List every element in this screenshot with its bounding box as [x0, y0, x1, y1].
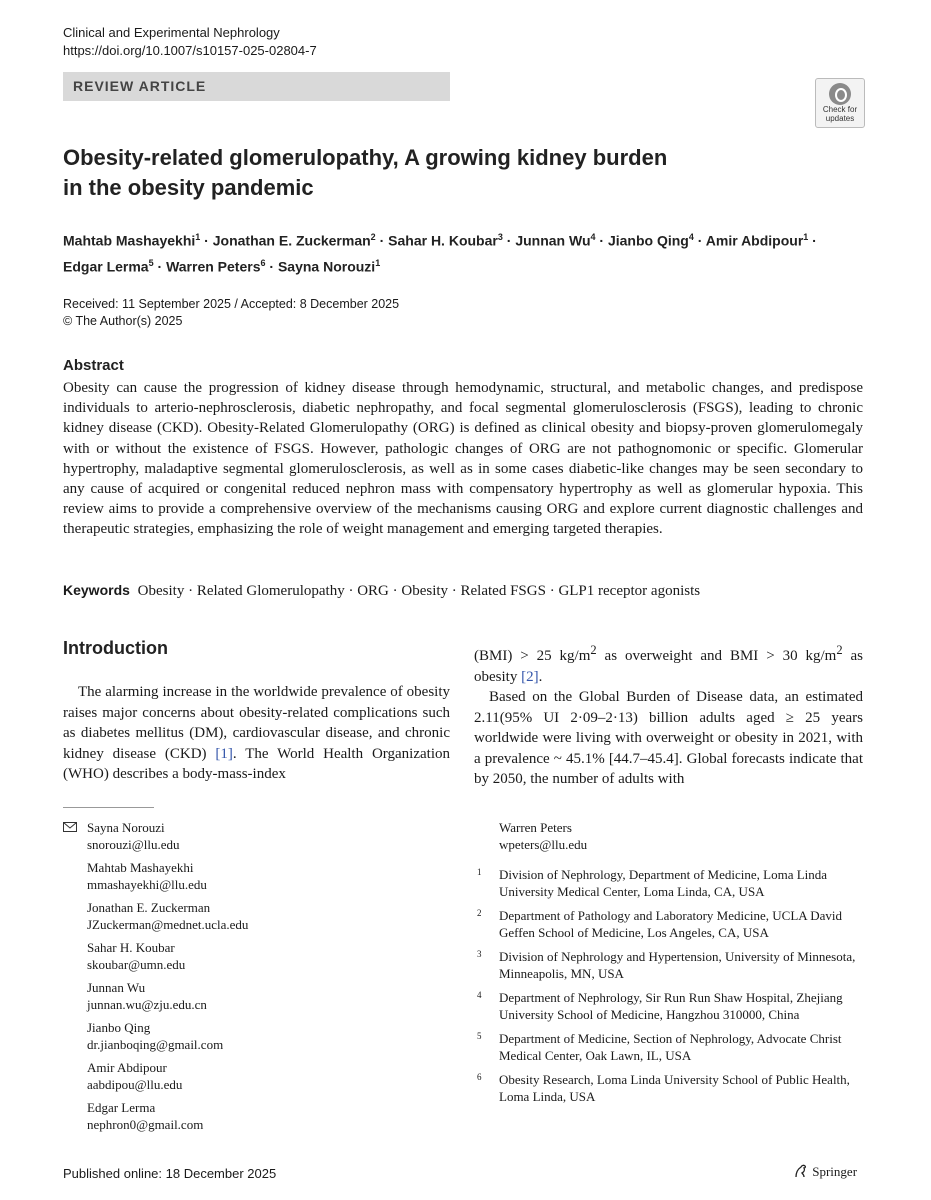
author-name[interactable]: Mahtab Mashayekhi	[63, 232, 196, 249]
contact-email[interactable]: snorouzi@llu.edu	[87, 836, 180, 852]
intro-column-1	[63, 682, 450, 785]
abstract-text: Obesity can cause the progression of kidney disease through hemodynamic, structural, and metabolic changes, and predispose individuals to arterio-nephrosclerosis, diabetic nephropathy, and focal segmental glomerulosclerosis (FSGS), leading to chronic kidney disease (CKD). Obesity-Related Glomerulopathy (ORG) is defined as clinical obesity and biopsy-proven glomerulomegaly with or without the existence of FSGS. However, pathologic changes of ORG are not pathognomonic or specific. Glomerular hypertrophy, maladaptive segmental glomerulosclerosis, as well as in some cases diabetic-like changes may be seen secondary to any cause of acquired or congenital reduced nephron mass with compensatory hypertrophy as well as glomerular hypoxia. This review aims to provide a comprehensive overview of the mechanisms causing ORG and explore current diagnostic challenges and therapeutic strategies, emphasizing the role of weight management and emerging targeted therapies.	[63, 380, 863, 538]
author-separator: ·	[153, 258, 167, 275]
intro-col2-para-2: Based on the Global Burden of Disease data, an estimated 2.11(95% UI 2·09–2·13) billion adults aged ≥ 25 years worldwide were living with overweight or obesity in 2021, with a prevalence ~ 45.1% [44.7–45.4]. Global forecasts indicate that by 2050, the number of adults with	[474, 689, 863, 787]
contact-email[interactable]: nephron0@gmail.com	[87, 1116, 204, 1132]
affiliation-number: 1	[477, 867, 482, 877]
contact-name: Mahtab Mashayekhi	[87, 860, 194, 875]
springer-logo	[793, 1164, 857, 1180]
intro-col2-para-1	[474, 640, 863, 687]
author-name[interactable]: Edgar Lerma	[63, 258, 149, 275]
contact-entry	[87, 980, 457, 1013]
affiliation-list	[477, 867, 867, 1113]
contact-entry	[87, 1060, 457, 1093]
contact-name: Sayna Norouzi	[87, 820, 165, 835]
check-updates-line2: updates	[825, 114, 855, 123]
bmi-text-c: as obesity	[474, 648, 864, 685]
contact-entry	[87, 900, 457, 933]
article-type-label: REVIEW ARTICLE	[73, 78, 207, 94]
author-affiliation-number: 2	[370, 232, 376, 242]
check-updates-line1: Check for	[822, 105, 858, 114]
contact-entry	[87, 860, 457, 893]
author-separator: ·	[595, 232, 608, 249]
article-title	[63, 143, 763, 203]
bmi-text-d: .	[538, 668, 543, 685]
author-affiliation-number: 1	[803, 232, 809, 242]
keywords	[63, 580, 700, 601]
contact-name: Edgar Lerma	[87, 1100, 156, 1115]
published-date: Published online: 18 December 2025	[63, 1166, 277, 1181]
author-separator: ·	[265, 258, 278, 275]
envelope-icon	[63, 822, 77, 832]
contact-entry	[87, 820, 457, 853]
author-affiliation-number: 4	[688, 232, 694, 242]
affiliation-number: 6	[477, 1072, 482, 1082]
contact-email[interactable]: skoubar@umn.edu	[87, 956, 186, 972]
copyright: © The Author(s) 2025	[63, 314, 183, 328]
author-affiliation-number: 1	[195, 232, 201, 242]
contact-email[interactable]: JZuckerman@mednet.ucla.edu	[87, 916, 249, 932]
abstract-heading: Abstract	[63, 357, 124, 374]
springer-horse-icon	[793, 1164, 809, 1178]
contact-name: Sahar H. Koubar	[87, 940, 175, 955]
intro-col1-text-2: . The World Health Organization (WHO) describes a body-mass-index	[63, 745, 450, 782]
author-separator: ·	[200, 232, 213, 249]
title-line-1: Obesity-related glomerulopathy, A growing kidney burden	[63, 145, 668, 170]
affiliation-text: Obesity Research, Loma Linda University School of Public Health, Loma Linda, USA	[499, 1072, 850, 1104]
contact-email[interactable]: wpeters@llu.edu	[499, 836, 588, 852]
author-name[interactable]: Jonathan E. Zuckerman	[212, 232, 371, 249]
author-name[interactable]: Amir Abdipour	[705, 232, 804, 249]
contact-email[interactable]: junnan.wu@zju.edu.cn	[87, 996, 207, 1012]
affiliation-entry	[477, 1031, 867, 1064]
author-separator: ·	[693, 232, 706, 249]
journal-name: Clinical and Experimental Nephrology	[63, 25, 280, 40]
introduction-heading: Introduction	[63, 638, 168, 658]
contact-name: Jonathan E. Zuckerman	[87, 900, 211, 915]
author-name[interactable]: Sahar H. Koubar	[388, 232, 498, 249]
author-list	[63, 226, 873, 277]
affiliation-text: Division of Nephrology, Department of Medicine, Loma Linda University Medical Center, Loma Linda, CA, USA	[499, 867, 828, 899]
keywords-label: Keywords	[63, 582, 130, 598]
affiliation-entry	[477, 1072, 867, 1105]
keywords-text: Obesity · Related Glomerulopathy · ORG · Obesity · Related FSGS · GLP1 receptor agonists	[137, 583, 701, 599]
contact-name: Amir Abdipour	[87, 1060, 167, 1075]
affiliation-text: Department of Nephrology, Sir Run Run Shaw Hospital, Zhejiang University School of Medicine, Hangzhou 310000, China	[499, 990, 843, 1022]
article-type-banner	[63, 72, 450, 101]
superscript-2a: 2	[590, 643, 597, 657]
received-dates: Received: 11 September 2025 / Accepted: 8 December 2025	[63, 297, 400, 311]
footnote-divider	[63, 807, 154, 808]
superscript-2b: 2	[836, 643, 843, 657]
affiliation-entry	[477, 990, 867, 1023]
affiliation-text: Division of Nephrology and Hypertension, University of Minnesota, Minneapolis, MN, USA	[499, 949, 856, 981]
author-affiliation-number: 6	[260, 257, 266, 268]
check-updates-icon	[829, 83, 851, 105]
contact-list	[87, 820, 457, 1140]
author-affiliation-number: 5	[148, 257, 154, 268]
author-affiliation-number: 1	[375, 257, 381, 268]
contact-entry	[87, 1100, 457, 1133]
author-affiliation-number: 4	[590, 232, 596, 242]
contact-name: Warren Peters	[499, 820, 572, 835]
intro-column-2	[474, 640, 863, 790]
reference-link-1[interactable]: [1]	[215, 745, 233, 762]
affiliation-number: 5	[477, 1031, 482, 1041]
contact-name: Junnan Wu	[87, 980, 146, 995]
author-name[interactable]: Junnan Wu	[515, 232, 591, 249]
contact-entry	[87, 940, 457, 973]
affiliation-text: Department of Pathology and Laboratory Medicine, UCLA David Geffen School of Medicine, Los Angeles, CA, USA	[499, 908, 842, 940]
contact-email[interactable]: mmashayekhi@llu.edu	[87, 876, 207, 892]
author-separator: ·	[502, 232, 516, 249]
contact-right	[499, 820, 869, 853]
author-affiliation-number: 3	[497, 232, 503, 242]
bmi-text-a: (BMI) > 25 kg/m	[474, 648, 591, 664]
affiliation-entry	[477, 867, 867, 900]
affiliation-entry	[477, 908, 867, 941]
check-for-updates-badge[interactable]	[815, 78, 865, 128]
author-name[interactable]: Jianbo Qing	[607, 232, 689, 249]
contact-name: Jianbo Qing	[87, 1020, 151, 1035]
author-name[interactable]: Warren Peters	[166, 258, 261, 275]
author-name[interactable]: Sayna Norouzi	[277, 258, 376, 275]
affiliation-text: Department of Medicine, Section of Nephrology, Advocate Christ Medical Center, Oak Lawn, IL, USA	[499, 1031, 842, 1063]
affiliation-number: 4	[477, 990, 482, 1000]
contact-email[interactable]: aabdipou@llu.edu	[87, 1076, 183, 1092]
affiliation-number: 2	[477, 908, 482, 918]
intro-col1-text: The alarming increase in the worldwide prevalence of obesity raises major concerns about obesity-related complications such as diabetes mellitus (DM), cardiovascular disease, and chronic kidney disease (CKD)	[63, 684, 450, 762]
reference-link-2[interactable]: [2]	[521, 668, 539, 685]
publisher-name: Springer	[812, 1164, 858, 1179]
affiliation-number: 3	[477, 949, 482, 959]
contact-email[interactable]: dr.jianboqing@gmail.com	[87, 1036, 224, 1052]
author-separator: ·	[808, 232, 817, 249]
affiliation-entry	[477, 949, 867, 982]
author-separator: ·	[375, 232, 389, 249]
doi-link[interactable]: https://doi.org/10.1007/s10157-025-02804-7	[63, 43, 317, 58]
bmi-text-b: as overweight and BMI > 30 kg/m	[596, 648, 837, 664]
title-line-2: in the obesity pandemic	[63, 175, 314, 200]
contact-entry	[87, 1020, 457, 1053]
